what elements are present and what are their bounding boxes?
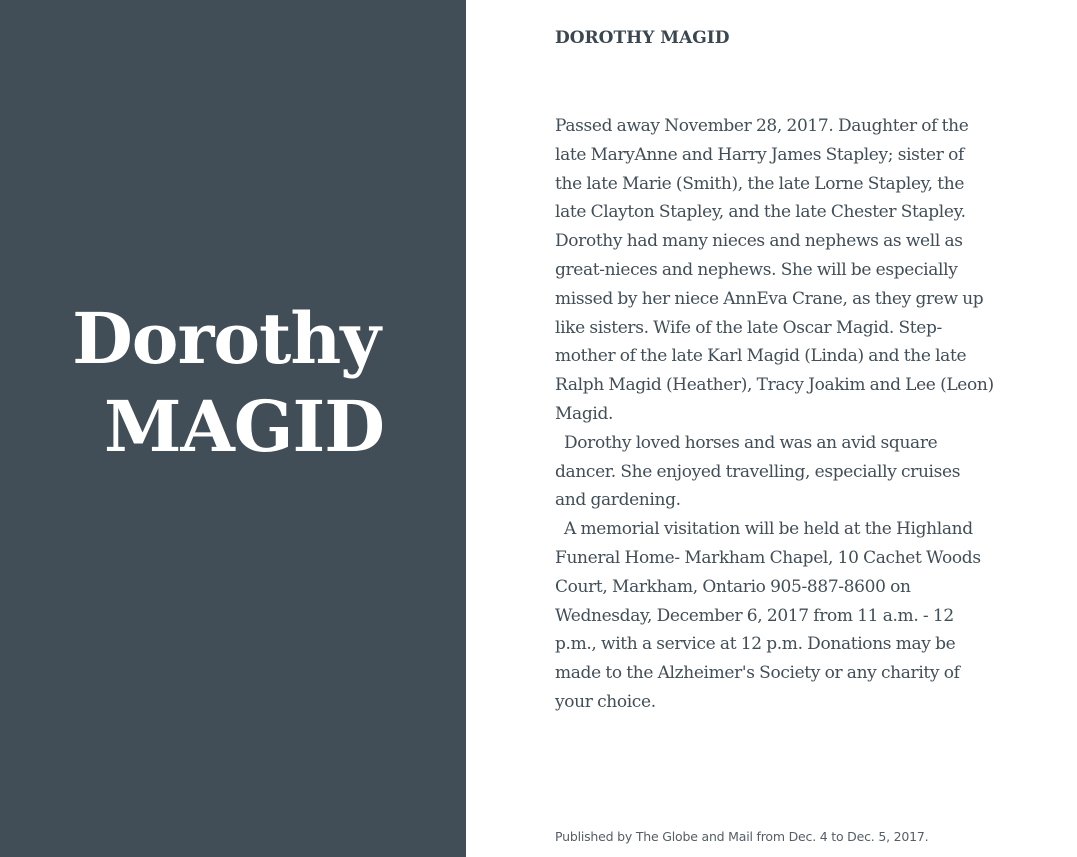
published-note: Published by The Globe and Mail from Dec. 4 to Dec. 5, 2017.: [555, 829, 929, 844]
hero-name: [0, 295, 452, 471]
hero-last-name: MAGID: [103, 385, 385, 468]
obituary-paragraph-3: A memorial visitation will be held at the Highland Funeral Home- Markham Chapel, 10 Cachet Woods Court, Markham, Ontario 905-887-8600 on Wednesday, December 6, 2017 from 11 a.m. - 12 p.m., with a service at 12 p.m. Donations may be made to the Alzheimer's Society or any charity of your choice.: [555, 519, 981, 712]
hero-panel: [0, 0, 466, 857]
obituary-content: [555, 0, 1000, 857]
obituary-title: DOROTHY MAGID: [555, 28, 730, 48]
hero-first-name: Dorothy: [72, 297, 380, 380]
obituary-paragraph-2: Dorothy loved horses and was an avid square dancer. She enjoyed travelling, especially cruises and gardening.: [555, 432, 961, 511]
obituary-body: [555, 112, 995, 717]
obituary-paragraph-1: Passed away November 28, 2017. Daughter of the late MaryAnne and Harry James Stapley; sister of the late Marie (Smith), the late Lorne Stapley, the late Clayton Stapley, and the late Chester Stapley. Dorothy had many nieces and nephews as well as great-nieces and nephews. She will be especially missed by her niece AnnEva Crane, as they grew up like sisters. Wife of the late Oscar Magid. Step-mother of the late Karl Magid (Linda) and the late Ralph Magid (Heather), Tracy Joakim and Lee (Leon) Magid.: [555, 116, 994, 424]
